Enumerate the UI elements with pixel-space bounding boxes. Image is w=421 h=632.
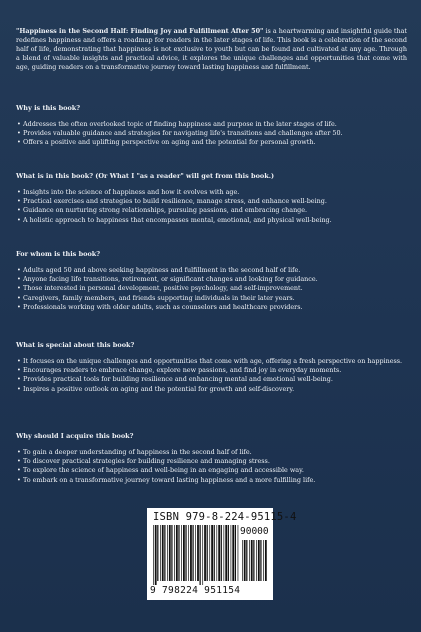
barcode-bar (246, 540, 247, 581)
barcode-bar (265, 540, 267, 581)
barcode-bar (160, 525, 161, 581)
list-item: • Adults aged 50 and above seeking happiness and fulfillment in the second half of life. (16, 266, 407, 275)
barcode-bar (188, 525, 189, 581)
barcode-bar (207, 525, 208, 581)
list-item: • Encourages readers to embrace change, explore new passions, and find joy in everyday moments. (16, 366, 407, 375)
barcode-bar (231, 525, 232, 581)
barcode-bar (195, 525, 196, 581)
barcode-bar (204, 525, 206, 581)
ean-digits: 9 798224 951154 (150, 585, 241, 596)
list-item: • Addresses the often overlooked topic of finding happiness and purpose in the later stages of life. (16, 120, 407, 129)
list-item: • Practical exercises and strategies to build resilience, manage stress, and enhance well-being. (16, 197, 407, 206)
barcode-bar (169, 525, 171, 581)
barcode-bar (232, 525, 234, 581)
intro-paragraph (16, 27, 407, 72)
section-special (16, 341, 407, 410)
barcode-bar (251, 540, 253, 581)
list-item: • Insights into the science of happiness and how it evolves with age. (16, 188, 407, 197)
barcode-bar (258, 540, 260, 581)
barcode-bar (200, 525, 201, 585)
section-heading: Why is this book? (16, 104, 81, 112)
bullet-list (16, 357, 407, 394)
book-title: "Happiness in the Second Half: Finding Joy and Fulfillment After 50" (16, 27, 264, 35)
section-why (16, 104, 407, 164)
barcode-bar (211, 525, 213, 581)
barcode-bar (174, 525, 175, 581)
section-heading: Why should I acquire this book? (16, 432, 134, 440)
barcode-bar (176, 525, 178, 581)
barcode-bar (238, 525, 239, 581)
barcode-bar (216, 525, 217, 581)
barcode-bar (171, 525, 172, 581)
bullet-list (16, 188, 407, 225)
section-heading: What is special about this book? (16, 341, 135, 349)
barcode-bar (190, 525, 192, 581)
list-item: • Those interested in personal development, positive psychology, and self-improvement. (16, 284, 407, 293)
barcode-bar (178, 525, 179, 581)
barcode-bar (242, 540, 243, 581)
barcode-box (147, 508, 297, 600)
barcode-bar (164, 525, 165, 581)
barcode-bar (214, 525, 215, 581)
list-item: • To discover practical strategies for building resilience and managing stress. (16, 457, 407, 466)
barcode-bar (197, 525, 199, 581)
barcode-bar (218, 525, 220, 581)
barcode-bar (209, 525, 210, 581)
barcode-bar (162, 525, 164, 581)
barcode-bar (253, 540, 254, 581)
barcode-bar (235, 525, 236, 581)
barcode-bar (185, 525, 186, 581)
bullet-list (16, 266, 407, 312)
list-item: • A holistic approach to happiness that encompasses mental, emotional, and physical well-being. (16, 216, 407, 225)
barcode-bar (225, 525, 227, 581)
barcode-bar (153, 525, 154, 585)
barcode-bar (228, 525, 229, 581)
intro-body: is a heartwarming and insightful guide that redefines happiness and offers a roadmap for readers in the later stages of life. This book is a celebration of the second half of life, demonstrating that happiness is not exclusive to youth but can be found and cultivated at any age. Through a blend of valuable insights and practical advice, it explores the unique challenges and opportunities that come with age, guiding readers on a transformative journey toward lasting happiness and fulfillment. (16, 27, 407, 72)
barcode-bars (153, 525, 239, 585)
list-item: • Professionals working with older adults, such as counselors and healthcare providers. (16, 303, 407, 312)
barcode-bar (221, 525, 222, 581)
bullet-list (16, 448, 407, 485)
barcode-bar (263, 540, 264, 581)
section-heading: For whom is this book? (16, 250, 101, 258)
list-item: • To embark on a transformative journey toward lasting happiness and a more fulfilling life. (16, 476, 407, 485)
barcode-bar (155, 525, 157, 585)
isbn-label: ISBN 979-8-224-95115-4 (153, 511, 297, 523)
barcode-bar (224, 525, 225, 581)
barcode-bar (249, 540, 250, 581)
barcode-bar (192, 525, 193, 581)
list-item: • To explore the science of happiness and well-being in an engaging and accessible way. (16, 466, 407, 475)
addon-code: 90000 (240, 526, 269, 537)
barcode-bar (183, 525, 185, 581)
section-acquire (16, 432, 407, 501)
barcode-bar (260, 540, 261, 581)
barcode-bar (256, 540, 257, 581)
barcode-bar (167, 525, 168, 581)
list-item: • To gain a deeper understanding of happiness in the second half of life. (16, 448, 407, 457)
list-item: • Anyone facing life transitions, retirement, or significant changes and looking for guidance. (16, 275, 407, 284)
list-item: • Offers a positive and uplifting perspective on aging and the potential for personal growth. (16, 138, 407, 147)
list-item: • Provides practical tools for building resilience and enhancing mental and emotional well-being. (16, 375, 407, 384)
section-for-whom (16, 250, 407, 328)
list-item: • Guidance on nurturing strong relationships, pursuing passions, and embracing change. (16, 206, 407, 215)
bullet-list (16, 120, 407, 148)
list-item: • Provides valuable guidance and strategies for navigating life's transitions and challenges after 50. (16, 129, 407, 138)
barcode-bar (202, 525, 203, 585)
barcode-bar (244, 540, 246, 581)
addon-barcode-bars (242, 540, 268, 585)
barcode-bar (157, 525, 158, 581)
list-item: • Caregivers, family members, and friends supporting individuals in their later years. (16, 294, 407, 303)
list-item: • It focuses on the unique challenges and opportunities that come with age, offering a fresh perspective on happiness. (16, 357, 407, 366)
barcode-bar (181, 525, 182, 581)
section-heading: What is in this book? (Or What I "as a reader" will get from this book.) (16, 172, 275, 180)
list-item: • Inspires a positive outlook on aging and the potential for growth and self-discovery. (16, 385, 407, 394)
section-what (16, 172, 407, 241)
